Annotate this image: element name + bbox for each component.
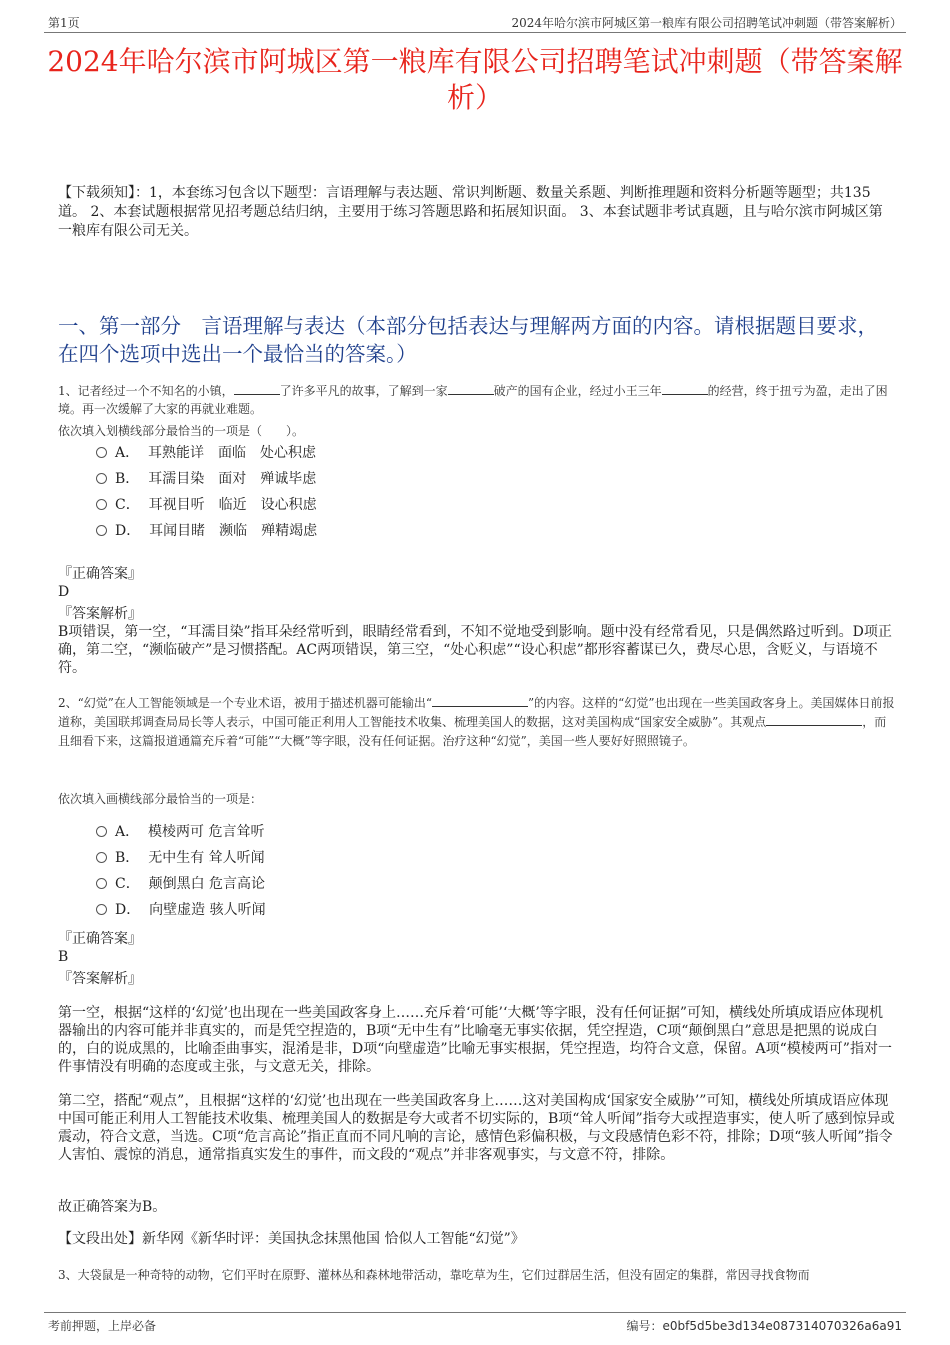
q2-source: 【文段出处】新华网《新华时评：美国执念抹黑他国 恰似人工智能“幻觉”》 (58, 1231, 525, 1247)
q2-option-a[interactable]: A． 模棱两可 危言耸听 (96, 822, 264, 842)
q1-analysis: B项错误，第一空，“耳濡目染”指耳朵经常听到，眼睛经常看到，不知不觉地受到影响。题中没有经常看见，只是偶然路过听到。D项正确，第二空，“濒临破产”是习惯搭配。AC两项错误，第三空，“处心积虑”“设心积虑”都形容蓄谋已久，费尽心思，含贬义，与语境不符。 (58, 624, 892, 676)
q2-analysis-paragraph-1: 第一空，根据“这样的‘幻觉’也出现在一些美国政客身上……充斥着‘可能’‘大概’等字眼，没有任何证据”可知，横线处所填成语应体现机器输出的内容可能并非真实的，而是凭空捏造的，B项“无中生有”比喻毫无事实依据，凭空捏造，C项“颠倒黑白”意思是把黑的说成白的，白的说成黑的，比喻歪曲事实，混淆是非，D项“向壁虚造”比喻无事实根据，凭空捏造，均符合文意，保留。A项“模棱两可”指对一件事情没有明确的态度或主张，与文意无关，排除。 (58, 1005, 892, 1075)
q1-answer: D (58, 584, 70, 600)
radio-icon[interactable] (96, 878, 107, 889)
q1-stem-part-a: 1、记者经过一个不知名的小镇， (58, 384, 234, 398)
footer-code-label: 编号： (626, 1319, 663, 1333)
q2-answer-label: 『正确答案』 (58, 931, 142, 947)
page-footer (44, 1312, 906, 1333)
q1-prompt: 依次填入划横线部分最恰当的一项是（ ）。 (58, 424, 305, 438)
q2-option-d[interactable]: D． 向壁虚造 骇人听闻 (96, 900, 266, 920)
download-notice: 【下载须知】：1，本套练习包含以下题型：言语理解与表达题、常识判断题、数量关系题、判断推理题和资料分析题等题型；共135道。 2、本套试题根据常见招考题总结归纳，主要用于练习答题思路和拓展知识面。 3、本套试题非考试真题，且与哈尔滨市阿城区第一粮库有限公司无关。 (58, 185, 883, 239)
q2-analysis-label: 『答案解析』 (58, 971, 142, 987)
q1-blank-3 (662, 382, 708, 395)
q2-stem-part-a: 2、“幻觉”在人工智能领域是一个专业术语，被用于描述机器可能输出“ (58, 696, 433, 710)
question-1-stem (58, 382, 896, 418)
page-number: 第1页 (48, 16, 80, 30)
q2-analysis-paragraph-2: 第二空，搭配“观点”，且根据“这样的‘幻觉’也出现在一些美国政客身上……这对美国构成‘国家安全威胁’”可知，横线处所填成语应体现中国可能正利用人工智能技术收集、梳理美国人的数据是夸大或者不切实际的，B项“耸人听闻”指夸大或捏造事实，使人听了感到惊异或震动，符合文意，当选。C项“危言高论”指正直而不同凡响的言论，感情色彩偏积极，与文段感情色彩不符，排除；D项“骇人听闻”指令人害怕、震惊的消息，通常指真实发生的事件，而文段的“观点”并非客观事实，与文意不符，排除。 (58, 1093, 895, 1163)
footer-slogan: 考前押题，上岸必备 (48, 1319, 157, 1333)
q1-option-d[interactable]: D． 耳闻目睹 濒临 殚精竭虑 (96, 521, 317, 541)
q2-option-c[interactable]: C． 颠倒黑白 危言高论 (96, 874, 265, 894)
q2-stem-part-b: ”的内容。这样的“幻觉”也出现在一些美国政客身上。美国媒体日前报道称，美国联邦调查局局长等人表示，中国可能正利用人工智能技术收集、梳理美国人的数据，这对美国构成“国家安全威胁”。其观点 (58, 696, 895, 729)
q1-option-b[interactable]: B． 耳濡目染 面对 殚诚毕虑 (96, 469, 316, 489)
footer-code (626, 1317, 902, 1334)
radio-icon[interactable] (96, 499, 107, 510)
radio-icon[interactable] (96, 447, 107, 458)
q1-stem-part-b: 了许多平凡的故事，了解到一家 (279, 384, 448, 398)
page-header (44, 12, 906, 33)
header-doc-title: 2024年哈尔滨市阿城区第一粮库有限公司招聘笔试冲刺题（带答案解析） (511, 16, 902, 30)
footer-code-value: e0bf5d5be3d134e087314070326a6a91 (662, 1319, 902, 1333)
q1-analysis-label: 『答案解析』 (58, 606, 142, 622)
q1-blank-2 (448, 382, 494, 395)
radio-icon[interactable] (96, 852, 107, 863)
question-3-stem: 3、大袋鼠是一种奇特的动物，它们平时在原野、灌林丛和森林地带活动，靠吃草为生，它们过群居生活，但没有固定的集群，常因寻找食物而 (58, 1268, 810, 1282)
q2-stem-part-c: ，而且细看下来，这篇报道通篇充斥着“可能”“大概”等字眼，没有任何证据。治疗这种“幻觉”，美国一些人要好好照照镜子。 (58, 715, 887, 748)
q1-option-c[interactable]: C． 耳视目听 临近 设心积虑 (96, 495, 317, 515)
q2-blank-2 (766, 713, 862, 726)
q2-option-b[interactable]: B． 无中生有 耸人听闻 (96, 848, 265, 868)
q1-option-a[interactable]: A． 耳熟能详 面临 处心积虑 (96, 443, 316, 463)
radio-icon[interactable] (96, 525, 107, 536)
radio-icon[interactable] (96, 826, 107, 837)
document-title: 2024年哈尔滨市阿城区第一粮库有限公司招聘笔试冲刺题（带答案解析） (47, 45, 903, 114)
section-heading: 一、第一部分 言语理解与表达（本部分包括表达与理解两方面的内容。请根据题目要求，在四个选项中选出一个最恰当的答案。） (58, 314, 878, 366)
q2-blank-1 (432, 694, 528, 707)
question-2-stem (58, 694, 896, 751)
radio-icon[interactable] (96, 904, 107, 915)
q1-stem-part-d: 的经营，终于扭亏为盈，走出了困境。再一次缓解了大家的再就业难题。 (58, 384, 888, 416)
q2-conclusion: 故正确答案为B。 (58, 1199, 167, 1215)
q1-stem-part-c: 破产的国有企业，经过小王三年 (493, 384, 662, 398)
q1-answer-label: 『正确答案』 (58, 566, 142, 582)
radio-icon[interactable] (96, 473, 107, 484)
q2-answer: B (58, 949, 69, 965)
q2-prompt: 依次填入画横线部分最恰当的一项是： (58, 792, 263, 806)
q1-blank-1 (234, 382, 280, 395)
